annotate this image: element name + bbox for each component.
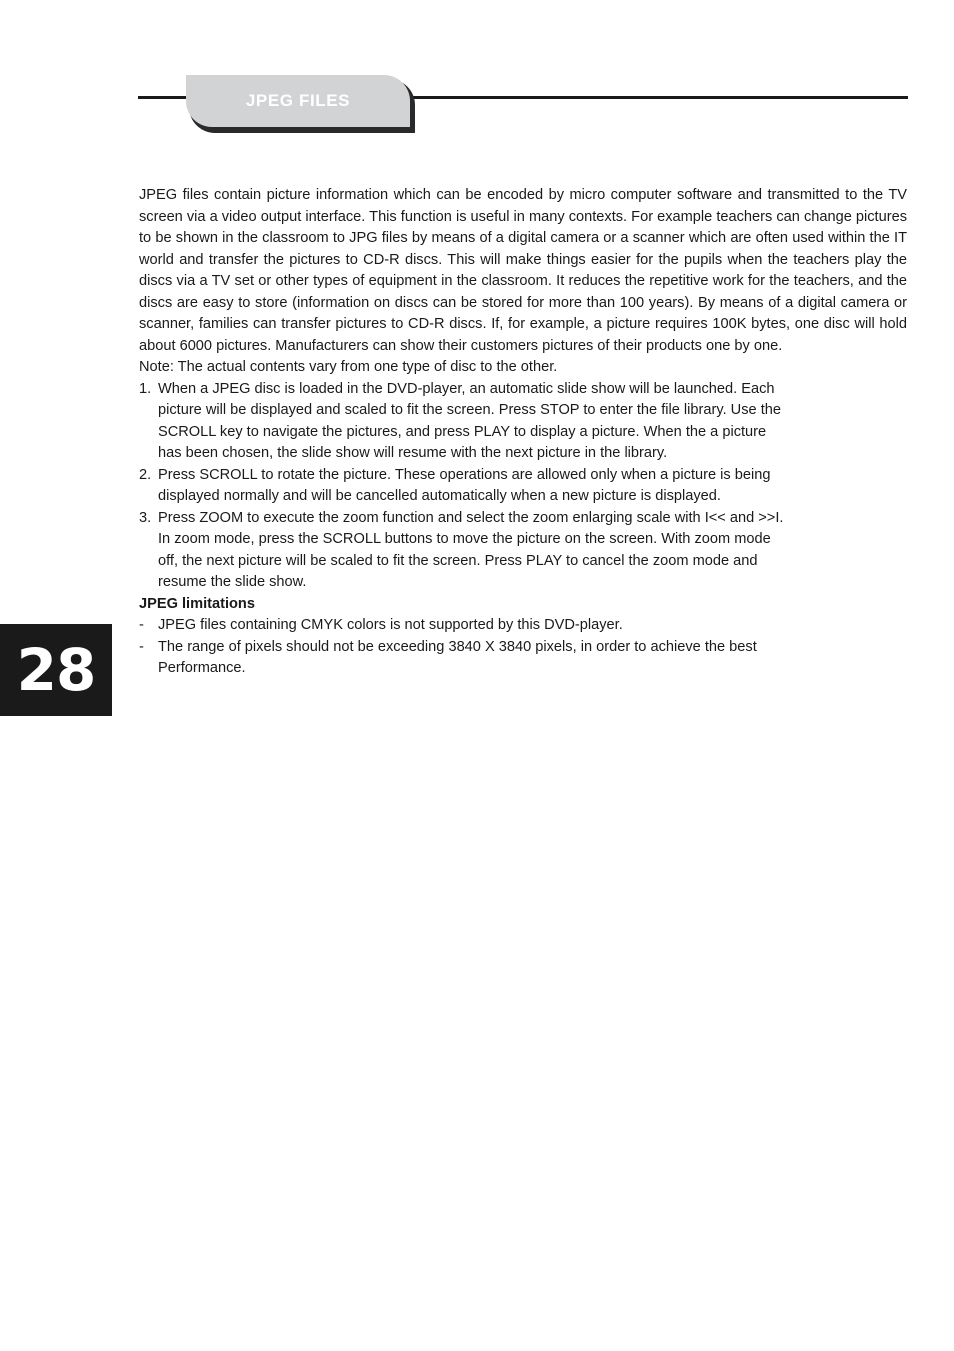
bullet-marker: - bbox=[139, 617, 144, 633]
limitation-text: JPEG files containing CMYK colors is not supported by this DVD-player. bbox=[158, 617, 623, 633]
step-number: 1. bbox=[139, 380, 152, 397]
limitation-text: The range of pixels should not be exceeding 3840 X 3840 pixels, in order to achieve the best Performance. bbox=[158, 638, 757, 676]
step-item bbox=[139, 465, 907, 508]
limitation-item bbox=[139, 637, 907, 680]
page-number: 28 bbox=[16, 636, 96, 704]
page-number-box bbox=[0, 624, 112, 716]
step-number: 3. bbox=[139, 509, 152, 526]
limitations-heading: JPEG limitations bbox=[139, 595, 255, 612]
step-number: 2. bbox=[139, 466, 152, 483]
step-item bbox=[139, 508, 907, 594]
step-item bbox=[139, 379, 907, 465]
step-text: Press SCROLL to rotate the picture. These operations are allowed only when a picture is being displayed normally and will be cancelled automatically when a new picture is displayed. bbox=[158, 466, 771, 504]
bullet-marker: - bbox=[139, 638, 144, 655]
limitation-item bbox=[139, 615, 907, 637]
note-text: Note: The actual contents vary from one type of disc to the other. bbox=[139, 359, 558, 375]
step-text: When a JPEG disc is loaded in the DVD-player, an automatic slide show will be launched. Each picture will be displayed and scaled to fit the screen. Press STOP to enter the file library. Use the SCROLL key to navigate the pictures, and press PLAY to display a picture. When the a picture has been chosen, the slide show will resume with the next picture in the library. bbox=[158, 380, 781, 461]
section-tab bbox=[186, 75, 410, 127]
section-title: JPEG FILES bbox=[245, 91, 351, 110]
intro-paragraph: JPEG files contain picture information which can be encoded by micro computer software and transmitted to the TV screen via a video output interface. This function is useful in many contexts. For example teachers can change pictures to be shown in the classroom to JPG files by means of a digital camera or a scanner which are often used within the IT world and transfer the pictures to CD-R discs. This will make things easier for the pupils when the teachers play the discs via a TV set or other types of equipment in the classroom. It reduces the repetitive work for the teachers, and the discs are easy to store (information on discs can be stored for more than 100 years). By means of a digital camera or scanner, families can transfer pictures to CD-R discs. If, for example, a picture requires 100K bytes, one disc will hold about 6000 pictures. Manufacturers can show their customers pictures of their products one by one. bbox=[139, 187, 907, 354]
step-text: Press ZOOM to execute the zoom function and select the zoom enlarging scale with I<< and >>I. In zoom mode, press the SCROLL buttons to move the picture on the screen. With zoom mode off, the next picture will be scaled to fit the screen. Press PLAY to cancel the zoom mode and resume the slide show. bbox=[158, 509, 784, 590]
page-content bbox=[139, 185, 907, 680]
